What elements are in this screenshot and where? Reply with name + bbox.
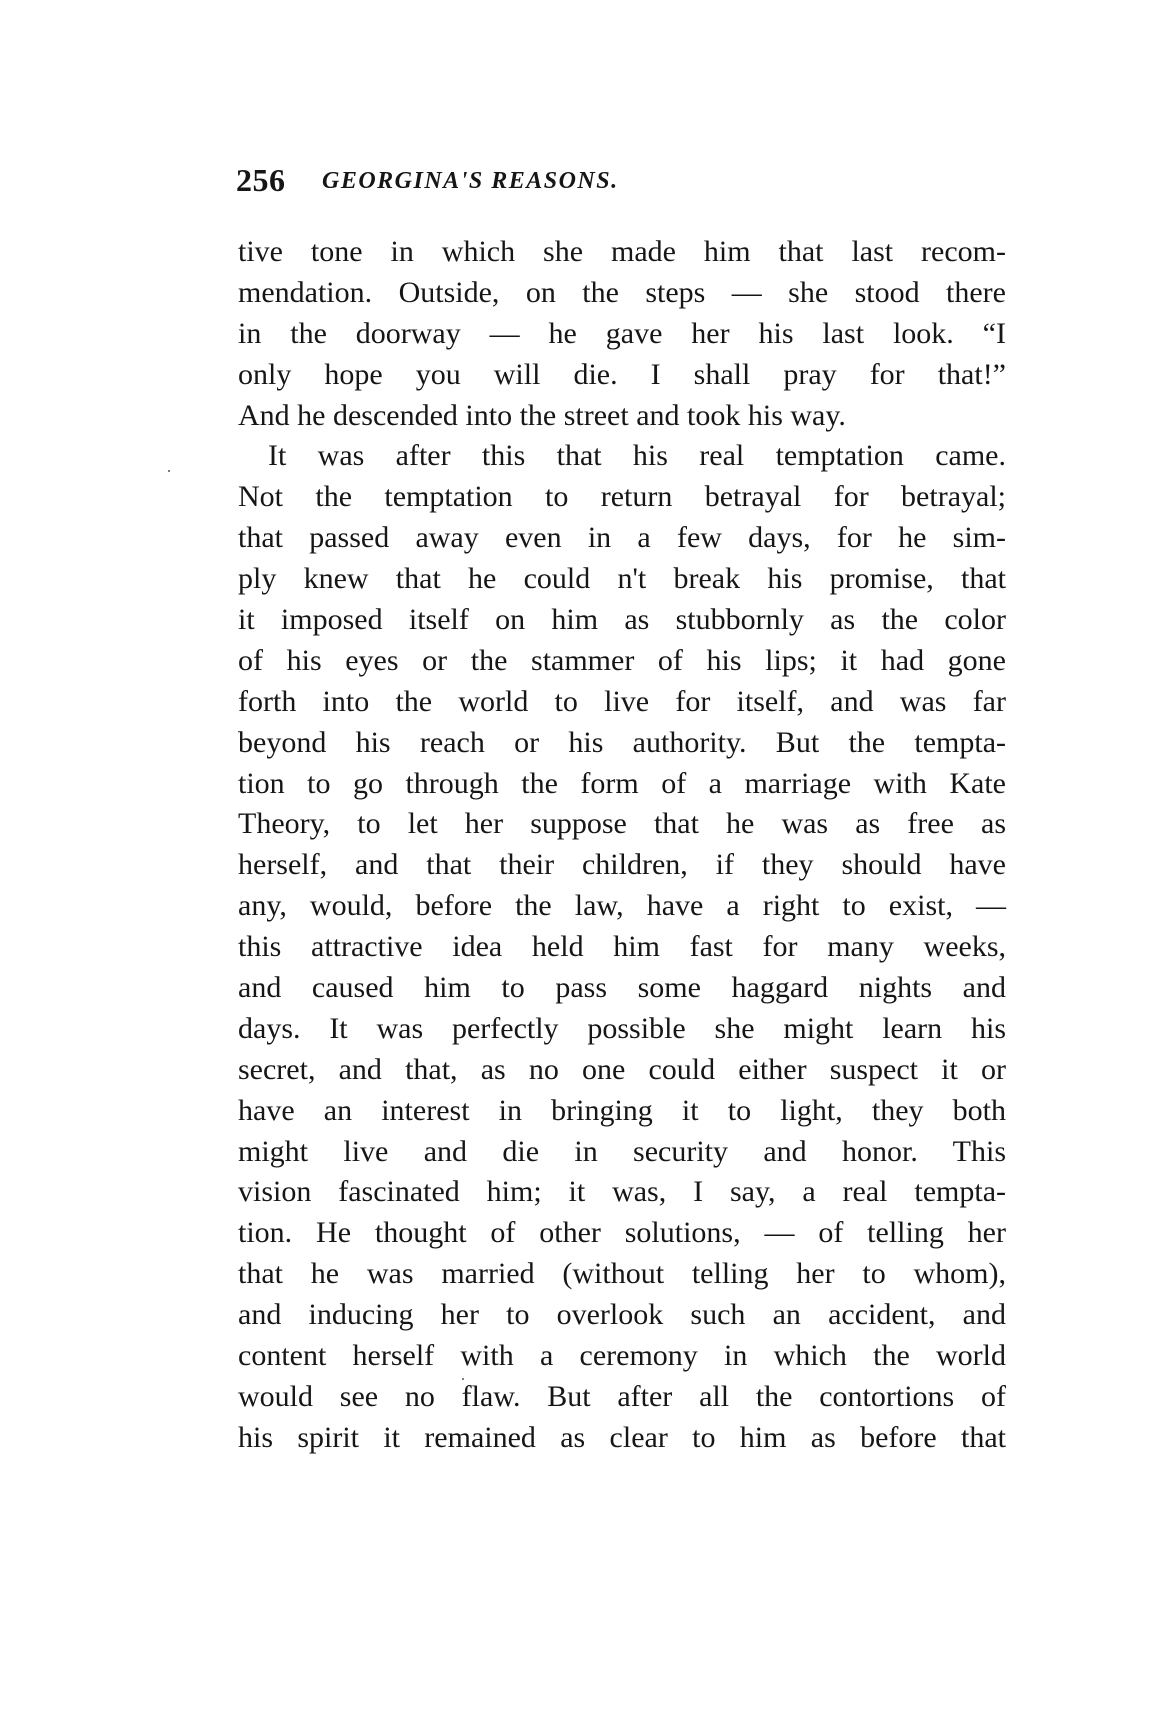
text-line: days. It was perfectly possible she might learn his: [238, 1011, 1006, 1045]
running-title: GEORGINA'S REASONS.: [322, 168, 619, 194]
text-line: herself, and that their children, if they should have: [238, 848, 1006, 882]
text-line: forth into the world to live for itself, and was far: [238, 684, 1006, 718]
text-line: Not the temptation to return betrayal for betrayal;: [238, 480, 1006, 514]
text-line: this attractive idea held him fast for many weeks,: [238, 930, 1006, 964]
text-line: it imposed itself on him as stubbornly as the color: [238, 603, 1006, 637]
text-line: might live and die in security and honor. This: [238, 1134, 1006, 1168]
text-line: his spirit it remained as clear to him as before that: [238, 1420, 1006, 1454]
text-line: and caused him to pass some haggard nights and: [238, 971, 1006, 1005]
text-line: tion to go through the form of a marriage with Kate: [238, 766, 1006, 800]
text-line: mendation. Outside, on the steps — she stood there: [238, 275, 1006, 309]
text-line: have an interest in bringing it to light, they both: [238, 1093, 1006, 1127]
running-header: [228, 162, 1008, 208]
text-line: any, would, before the law, have a right to exist, —: [238, 889, 1006, 923]
text-line: and inducing her to overlook such an accident, and: [238, 1298, 1006, 1332]
text-line: that he was married (without telling her to whom),: [238, 1257, 1006, 1291]
text-line: would see no flaw. But after all the contortions of: [238, 1379, 1006, 1413]
text-line: content herself with a ceremony in which the world: [238, 1339, 1006, 1373]
text-line: beyond his reach or his authority. But the tempta-: [238, 725, 1006, 759]
text-line: And he descended into the street and took his way.: [238, 398, 846, 432]
text-line: tive tone in which she made him that last recom-: [238, 235, 1006, 268]
text-line: ply knew that he could n't break his promise, that: [238, 562, 1006, 596]
scan-speck: [462, 1378, 464, 1380]
page-number: 256: [236, 162, 286, 198]
text-line: vision fascinated him; it was, I say, a real tempta-: [238, 1175, 1006, 1209]
text-line: that passed away even in a few days, for he sim-: [238, 521, 1006, 555]
text-line: tion. He thought of other solutions, — of telling her: [238, 1216, 1006, 1250]
text-line: only hope you will die. I shall pray for that!”: [238, 357, 1006, 391]
text-line: Theory, to let her suppose that he was as free as: [238, 807, 1006, 841]
scan-speck: [168, 470, 170, 472]
text-line: It was after this that his real temptation came.: [268, 439, 1006, 473]
text-line: in the doorway — he gave her his last look. “I: [238, 316, 1006, 350]
text-line: secret, and that, as no one could either suspect it or: [238, 1052, 1006, 1086]
body-text: [238, 232, 1006, 1459]
text-line: of his eyes or the stammer of his lips; it had gone: [238, 643, 1006, 677]
